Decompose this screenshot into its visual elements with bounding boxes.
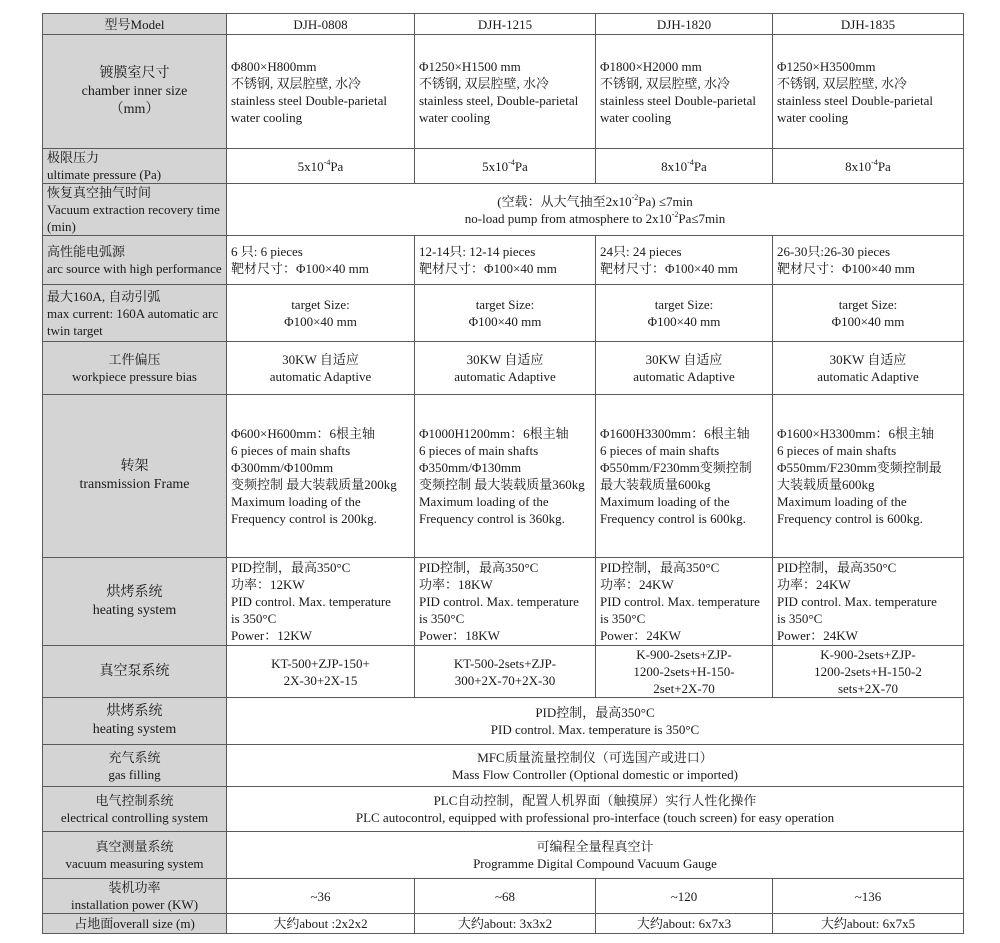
bias-row bbox=[43, 342, 964, 395]
frame-cell: Φ1000H1200mm：6根主轴 6 pieces of main shafts Φ350mm/Φ130mm 变频控制 最大装载质量360kg Maximum loading of the Frequency control is 360kg. bbox=[415, 395, 596, 558]
pump-row bbox=[43, 646, 964, 698]
pump-cell: KT-500+ZJP-150+ 2X-30+2X-15 bbox=[227, 646, 415, 698]
model-name: DJH-1215 bbox=[415, 14, 596, 35]
target-cell: target Size: Φ100×40 mm bbox=[596, 285, 773, 342]
bias-cell: 30KW 自适应 automatic Adaptive bbox=[415, 342, 596, 395]
model-name: DJH-1835 bbox=[773, 14, 964, 35]
chamber-row bbox=[43, 35, 964, 149]
size-cell: 大约about: 3x3x2 bbox=[415, 914, 596, 934]
frame-label: 转架 transmission Frame bbox=[43, 395, 227, 558]
target-row bbox=[43, 285, 964, 342]
target-label: 最大160A, 自动引弧 max current: 160A automatic arc twin target bbox=[43, 285, 227, 342]
power-label: 装机功率 installation power (KW) bbox=[43, 879, 227, 914]
target-cell: target Size: Φ100×40 mm bbox=[227, 285, 415, 342]
power-cell: ~136 bbox=[773, 879, 964, 914]
recovery-row bbox=[43, 184, 964, 236]
model-name: DJH-0808 bbox=[227, 14, 415, 35]
power-cell: ~36 bbox=[227, 879, 415, 914]
arc-cell: 26-30只:26-30 pieces 靶材尺寸：Φ100×40 mm bbox=[773, 236, 964, 285]
pressure-row bbox=[43, 149, 964, 184]
size-cell: 大约about :2x2x2 bbox=[227, 914, 415, 934]
spec-table bbox=[42, 13, 964, 934]
model-name: DJH-1820 bbox=[596, 14, 773, 35]
heating-cell: PID控制，最高350°C 功率：24KW PID control. Max. temperature is 350°C Power：24KW bbox=[773, 558, 964, 646]
header-row bbox=[43, 14, 964, 35]
chamber-cell: Φ1800×H2000 mm 不锈钢, 双层腔壁, 水冷 stainless steel Double-parietal water cooling bbox=[596, 35, 773, 149]
gas-label: 充气系统 gas filling bbox=[43, 745, 227, 787]
target-cell: target Size: Φ100×40 mm bbox=[773, 285, 964, 342]
heating-row bbox=[43, 558, 964, 646]
target-cell: target Size: Φ100×40 mm bbox=[415, 285, 596, 342]
electrical-row bbox=[43, 787, 964, 832]
chamber-cell: Φ1250×H3500mm 不锈钢, 双层腔壁, 水冷 stainless steel Double-parietal water cooling bbox=[773, 35, 964, 149]
pump-cell: K-900-2sets+ZJP- 1200-2sets+H-150-2 sets+2X-70 bbox=[773, 646, 964, 698]
power-cell: ~120 bbox=[596, 879, 773, 914]
arc-cell: 12-14只: 12-14 pieces 靶材尺寸：Φ100×40 mm bbox=[415, 236, 596, 285]
power-row bbox=[43, 879, 964, 914]
size-row bbox=[43, 914, 964, 934]
measuring-value: 可编程全量程真空计 Programme Digital Compound Vacuum Gauge bbox=[227, 832, 964, 879]
gas-value: MFC质量流量控制仪（可选国产或进口） Mass Flow Controller (Optional domestic or imported) bbox=[227, 745, 964, 787]
measuring-label: 真空测量系统 vacuum measuring system bbox=[43, 832, 227, 879]
electrical-value: PLC自动控制，配置人机界面（触摸屏）实行人性化操作 PLC autocontrol, equipped with professional pro-interface (touch screen) for easy operation bbox=[227, 787, 964, 832]
chamber-cell: Φ800×H800mm 不锈钢, 双层腔壁, 水冷 stainless steel Double-parietal water cooling bbox=[227, 35, 415, 149]
gas-row bbox=[43, 745, 964, 787]
heating-cell: PID控制，最高350°C 功率：24KW PID control. Max. temperature is 350°C Power：24KW bbox=[596, 558, 773, 646]
recovery-value: (空载：从大气抽至$2x10^{-2}Pa) \le 7\min$ no-load pump from atmosphere to $2x10^{-2}Pa\le 7\min$ bbox=[227, 184, 964, 236]
chamber-label: 镀膜室尺寸 chamber inner size （mm） bbox=[43, 35, 227, 149]
size-cell: 大约about: 6x7x3 bbox=[596, 914, 773, 934]
bias-cell: 30KW 自适应 automatic Adaptive bbox=[227, 342, 415, 395]
frame-row bbox=[43, 395, 964, 558]
pressure-cell: $5x10^{-4}Pa$ bbox=[227, 149, 415, 184]
heating-summary-value: PID控制，最高350°C PID control. Max. temperature is 350°C bbox=[227, 698, 964, 745]
recovery-label: 恢复真空抽气时间 Vacuum extraction recovery time (min) bbox=[43, 184, 227, 236]
frame-cell: Φ1600H3300mm：6根主轴 6 pieces of main shafts Φ550mm/F230mm变频控制 最大装载质量600kg Maximum loading of the Frequency control is 600kg. bbox=[596, 395, 773, 558]
power-cell: ~68 bbox=[415, 879, 596, 914]
frame-cell: Φ600×H600mm：6根主轴 6 pieces of main shafts Φ300mm/Φ100mm 变频控制 最大装载质量200kg Maximum loading of the Frequency control is 200kg. bbox=[227, 395, 415, 558]
model-label: 型号Model bbox=[43, 14, 227, 35]
pump-cell: KT-500-2sets+ZJP- 300+2X-70+2X-30 bbox=[415, 646, 596, 698]
heating-summary-row bbox=[43, 698, 964, 745]
heating-cell: PID控制，最高350°C 功率：12KW PID control. Max. temperature is 350°C Power：12KW bbox=[227, 558, 415, 646]
size-label: 占地面overall size (m) bbox=[43, 914, 227, 934]
frame-cell: Φ1600×H3300mm：6根主轴 6 pieces of main shafts Φ550mm/F230mm变频控制最 大装载质量600kg Maximum loading of the Frequency control is 600kg. bbox=[773, 395, 964, 558]
arc-cell: 24只: 24 pieces 靶材尺寸：Φ100×40 mm bbox=[596, 236, 773, 285]
bias-label: 工件偏压 workpiece pressure bias bbox=[43, 342, 227, 395]
pressure-label: 极限压力 ultimate pressure (Pa) bbox=[43, 149, 227, 184]
pressure-cell: $5x10^{-4}Pa$ bbox=[415, 149, 596, 184]
pressure-cell: $8x10^{-4}Pa$ bbox=[773, 149, 964, 184]
pump-label: 真空泵系统 bbox=[43, 646, 227, 698]
measuring-row bbox=[43, 832, 964, 879]
size-cell: 大约about: 6x7x5 bbox=[773, 914, 964, 934]
arc-label: 高性能电弧源 arc source with high performance bbox=[43, 236, 227, 285]
bias-cell: 30KW 自适应 automatic Adaptive bbox=[773, 342, 964, 395]
pressure-cell: $8x10^{-4}Pa$ bbox=[596, 149, 773, 184]
heating-cell: PID控制，最高350°C 功率：18KW PID control. Max. temperature is 350°C Power：18KW bbox=[415, 558, 596, 646]
pump-cell: K-900-2sets+ZJP- 1200-2sets+H-150- 2set+2X-70 bbox=[596, 646, 773, 698]
arc-row bbox=[43, 236, 964, 285]
heating-summary-label: 烘烤系统 heating system bbox=[43, 698, 227, 745]
bias-cell: 30KW 自适应 automatic Adaptive bbox=[596, 342, 773, 395]
electrical-label: 电气控制系统 electrical controlling system bbox=[43, 787, 227, 832]
heating-label: 烘烤系统 heating system bbox=[43, 558, 227, 646]
chamber-cell: Φ1250×H1500 mm 不锈钢, 双层腔壁, 水冷 stainless steel, Double-parietal water cooling bbox=[415, 35, 596, 149]
arc-cell: 6 只: 6 pieces 靶材尺寸：Φ100×40 mm bbox=[227, 236, 415, 285]
